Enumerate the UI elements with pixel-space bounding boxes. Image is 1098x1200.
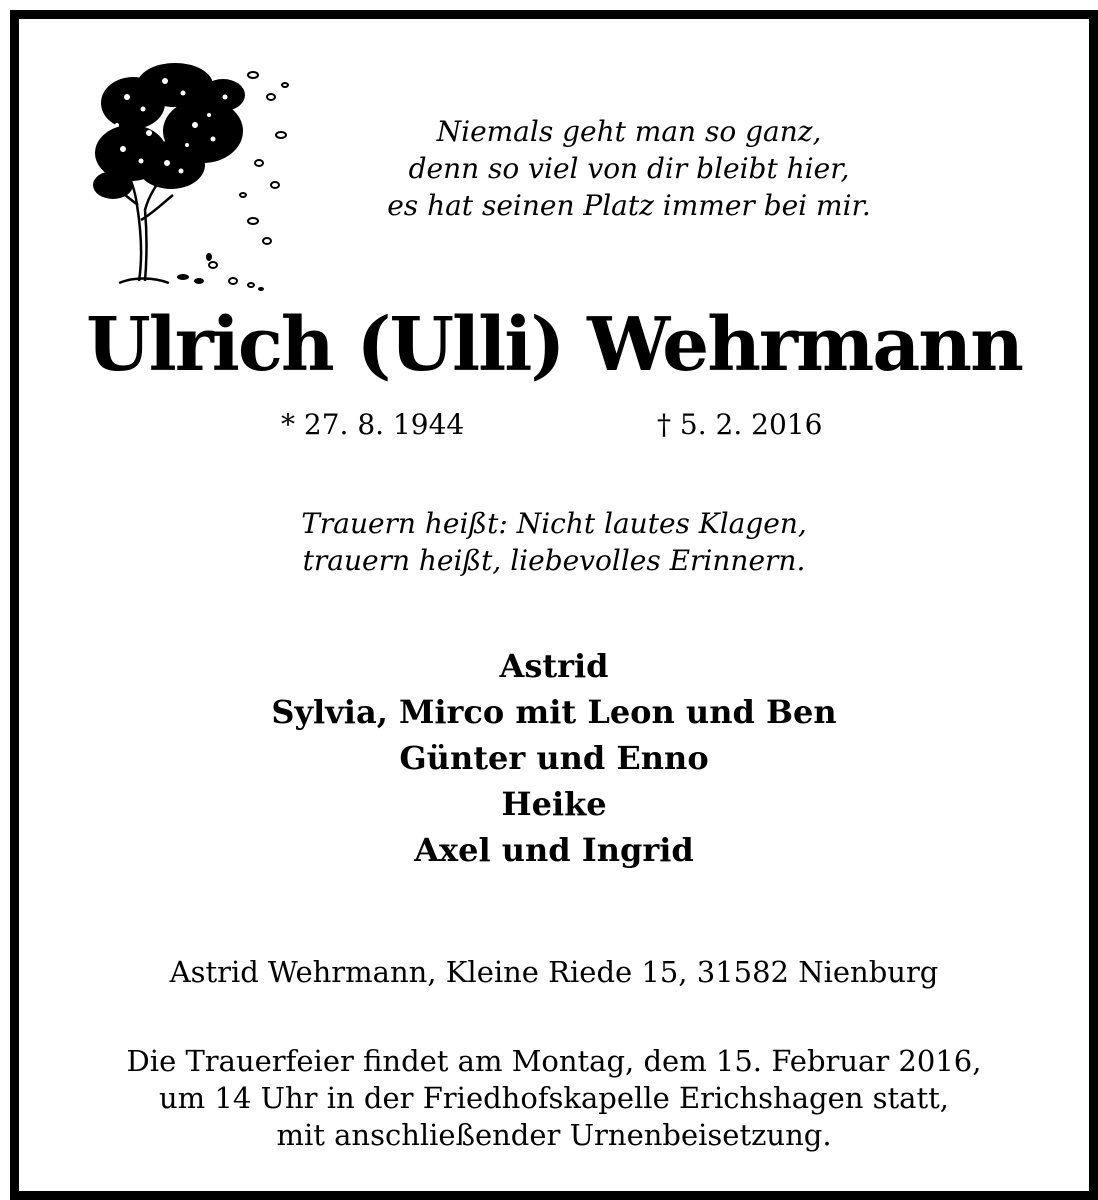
deceased-name: Ulrich (Ulli) Wehrmann — [86, 302, 1022, 388]
mourner-entry: Günter und Enno — [399, 739, 709, 777]
service-line: um 14 Uhr in der Friedhofskapelle Erichshagen statt, — [159, 1081, 949, 1115]
motto-line: Niemals geht man so ganz, — [436, 115, 822, 148]
death-date: † 5. 2. 2016 — [657, 408, 823, 441]
service-line: mit anschließender Urnenbeisetzung. — [276, 1118, 832, 1152]
mourning-quote — [19, 505, 1089, 579]
mourner-entry: Sylvia, Mirco mit Leon und Ben — [271, 693, 837, 731]
motto-line: es hat seinen Platz immer bei mir. — [387, 189, 871, 222]
birth-date: * 27. 8. 1944 — [281, 408, 465, 441]
service-line: Die Trauerfeier findet am Montag, dem 15. Februar 2016, — [126, 1044, 982, 1078]
mourners-list — [19, 643, 1089, 873]
mourner-entry: Axel und Ingrid — [414, 831, 694, 869]
contact-address: Astrid Wehrmann, Kleine Riede 15, 31582 Nienburg — [169, 955, 939, 989]
motto-line: denn so viel von dir bleibt hier, — [408, 152, 850, 185]
windblown-tree-icon — [83, 45, 297, 295]
quote-line: trauern heißt, liebevolles Erinnern. — [302, 544, 806, 577]
quote-line: Trauern heißt: Nicht lautes Klagen, — [301, 507, 807, 540]
mourner-entry: Astrid — [499, 647, 609, 685]
obituary-notice — [10, 10, 1098, 1200]
mourner-entry: Heike — [501, 785, 607, 823]
funeral-service-info — [19, 1043, 1089, 1154]
motto-verse — [349, 113, 909, 224]
